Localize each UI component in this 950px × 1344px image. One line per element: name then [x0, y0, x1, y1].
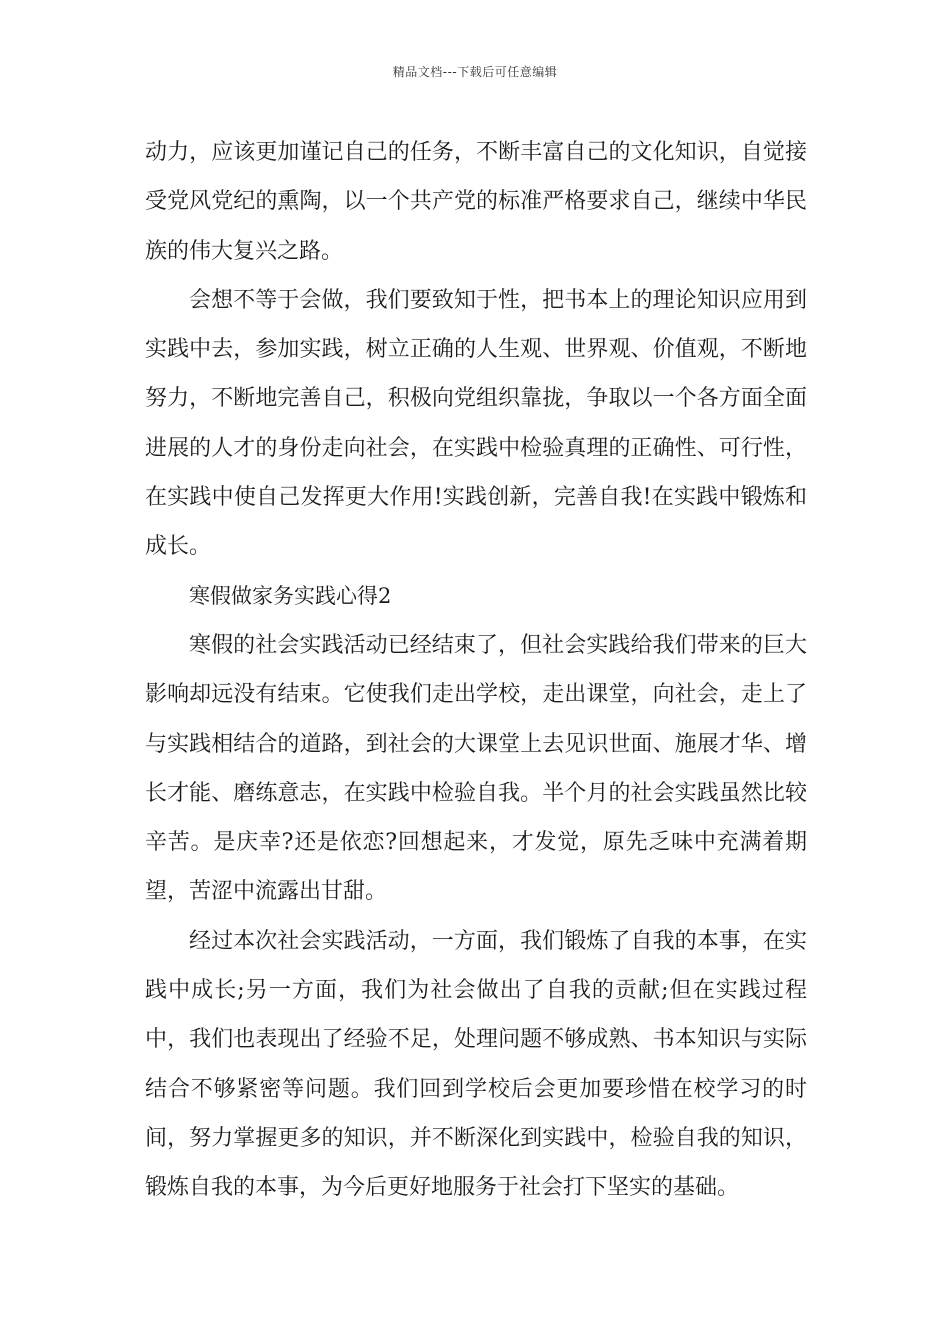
paragraph-continuation: 动力，应该更加谨记自己的任务，不断丰富自己的文化知识，自觉接受党风党纪的熏陶，以一个共产党的标准严格要求自己，继续中华民族的伟大复兴之路。 — [145, 140, 807, 264]
paragraph-practice: 会想不等于会做，我们要致知于性，把书本上的理论知识应用到实践中去，参加实践，树立正确的人生观、世界观、价值观，不断地努力，不断地完善自己，积极向党组织靠拢，争取以一个各方面全面进展的人才的身份走向社会，在实践中检验真理的正确性、可行性，在实践中使自己发挥更大作用!实践创新，完善自我!在实践中锻炼和成长。 — [145, 287, 807, 560]
section-heading: 寒假做家务实践心得2 — [189, 583, 392, 608]
document-body — [145, 128, 807, 1213]
page-header: 精品文档---下载后可任意编辑 — [392, 65, 558, 79]
paragraph-reflection: 经过本次社会实践活动，一方面，我们锻炼了自我的本事，在实践中成长;另一方面，我们为社会做出了自我的贡献;但在实践过程中，我们也表现出了经验不足，处理问题不够成熟、书本知识与实际结合不够紧密等问题。我们回到学校后会更加要珍惜在校学习的时间，努力掌握更多的知识，并不断深化到实践中，检验自我的知识，锻炼自我的本事，为今后更好地服务于社会打下坚实的基础。 — [145, 928, 807, 1201]
paragraph-winter-practice: 寒假的社会实践活动已经结束了，但社会实践给我们带来的巨大影响却远没有结束。它使我们走出学校，走出课堂，向社会，走上了与实践相结合的道路，到社会的大课堂上去见识世面、施展才华、增长才能、磨练意志，在实践中检验自我。半个月的社会实践虽然比较辛苦。是庆幸?还是依恋?回想起来，才发觉，原先乏味中充满着期望，苦涩中流露出甘甜。 — [145, 632, 807, 905]
